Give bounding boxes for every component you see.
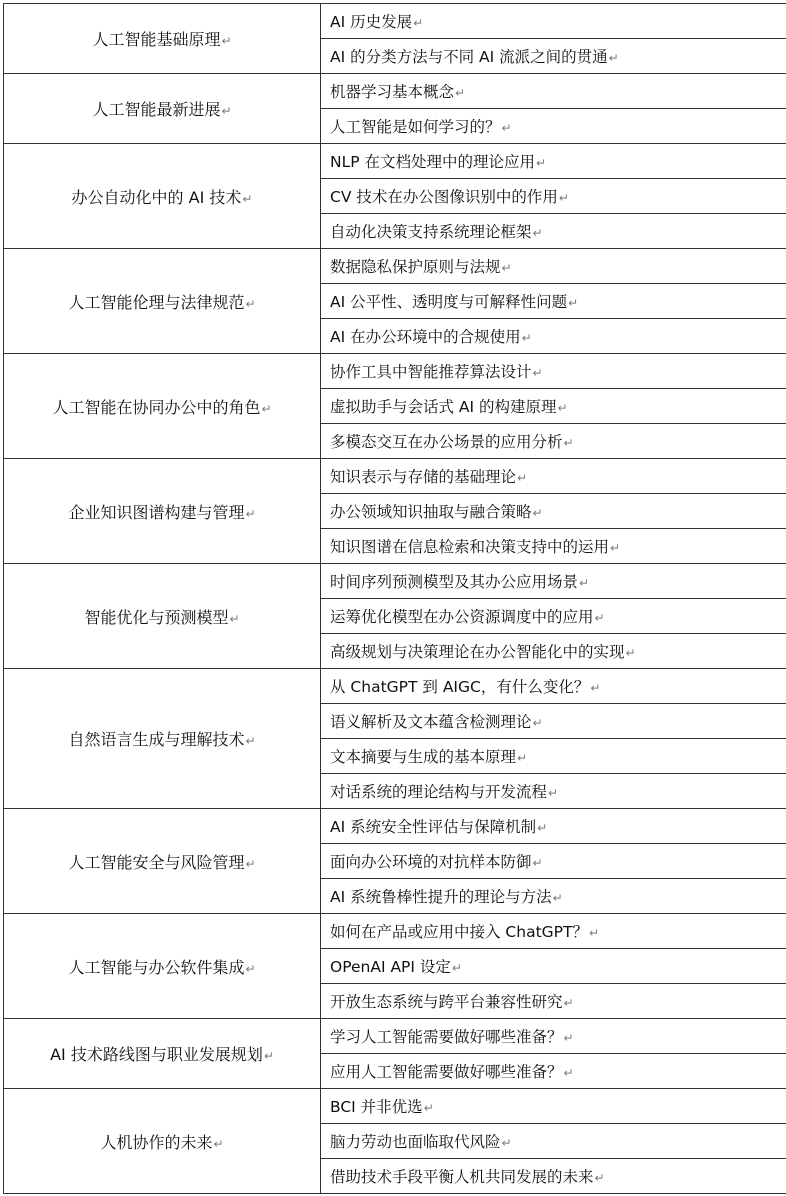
subtopic-label: 虚拟助手与会话式 AI 的构建原理 xyxy=(330,398,557,416)
subtopic-label: 面向办公环境的对抗样本防御 xyxy=(330,853,532,871)
paragraph-mark-icon: ↵ xyxy=(594,611,605,625)
subtopic-cell xyxy=(321,179,786,214)
table-row xyxy=(4,1019,786,1054)
subtopic-label: AI 在办公环境中的合规使用 xyxy=(330,328,521,346)
topic-label: 人工智能伦理与法律规范 xyxy=(68,292,245,312)
paragraph-mark-icon: ↵ xyxy=(413,16,424,30)
paragraph-mark-icon: ↵ xyxy=(263,1049,274,1063)
subtopic-label: 脑力劳动也面临取代风险 xyxy=(330,1133,501,1151)
subtopic-label: 数据隐私保护原则与法规 xyxy=(330,258,501,276)
subtopic-label: AI 系统安全性评估与保障机制 xyxy=(330,818,537,836)
paragraph-mark-icon: ↵ xyxy=(213,1136,224,1151)
topic-label: 人工智能基础原理 xyxy=(92,30,221,49)
subtopic-label: 协作工具中智能推荐算法设计 xyxy=(330,363,532,381)
subtopic-cell xyxy=(321,914,786,949)
subtopic-cell xyxy=(321,354,786,389)
subtopic-cell xyxy=(321,529,786,564)
subtopic-cell xyxy=(321,1089,786,1124)
topic-label: AI 技术路线图与职业发展规划 xyxy=(50,1045,263,1064)
subtopic-cell xyxy=(321,109,786,144)
topic-cell xyxy=(4,564,321,669)
subtopic-label: 多模态交互在办公场景的应用分析 xyxy=(330,433,563,451)
subtopic-cell xyxy=(321,1019,786,1054)
paragraph-mark-icon: ↵ xyxy=(588,926,600,940)
subtopic-cell xyxy=(321,4,786,39)
subtopic-cell xyxy=(321,634,786,669)
paragraph-mark-icon: ↵ xyxy=(625,646,636,660)
topic-label: 企业知识图谱构建与管理 xyxy=(68,502,245,522)
table-row xyxy=(4,249,786,284)
subtopic-cell xyxy=(321,599,786,634)
paragraph-mark-icon: ↵ xyxy=(245,856,256,871)
topic-cell xyxy=(4,249,321,354)
paragraph-mark-icon: ↵ xyxy=(501,121,512,135)
paragraph-mark-icon: ↵ xyxy=(557,401,568,415)
paragraph-mark-icon: ↵ xyxy=(532,716,543,730)
paragraph-mark-icon: ↵ xyxy=(532,366,543,380)
outline-table xyxy=(3,3,786,1194)
subtopic-label: 对话系统的理论结构与开发流程 xyxy=(330,783,548,801)
paragraph-mark-icon: ↵ xyxy=(221,104,232,118)
paragraph-mark-icon: ↵ xyxy=(563,1066,574,1080)
subtopic-cell xyxy=(321,984,786,1019)
paragraph-mark-icon: ↵ xyxy=(558,191,569,205)
paragraph-mark-icon: ↵ xyxy=(532,856,543,870)
table-row xyxy=(4,809,786,844)
topic-label: 人工智能与办公软件集成 xyxy=(68,957,245,977)
paragraph-mark-icon: ↵ xyxy=(563,436,574,450)
topic-cell xyxy=(4,144,321,249)
paragraph-mark-icon: ↵ xyxy=(517,751,528,765)
subtopic-label: 如何在产品或应用中接入 ChatGPT？ xyxy=(330,923,588,941)
subtopic-cell xyxy=(321,319,786,354)
paragraph-mark-icon: ↵ xyxy=(261,401,272,416)
table-row xyxy=(4,74,786,109)
subtopic-label: 知识图谱在信息检索和决策支持中的运用 xyxy=(330,538,610,556)
topic-label: 办公自动化中的 AI 技术 xyxy=(71,187,242,207)
topic-label: 人工智能最新进展 xyxy=(92,100,221,119)
subtopic-cell xyxy=(321,284,786,319)
table-row xyxy=(4,1089,786,1124)
subtopic-cell xyxy=(321,459,786,494)
subtopic-cell xyxy=(321,669,786,704)
subtopic-label: 机器学习基本概念 xyxy=(330,83,455,101)
paragraph-mark-icon: ↵ xyxy=(245,506,256,521)
paragraph-mark-icon: ↵ xyxy=(590,681,601,695)
subtopic-cell xyxy=(321,949,786,984)
subtopic-label: 运筹优化模型在办公资源调度中的应用 xyxy=(330,608,594,626)
subtopic-label: OPenAI API 设定 xyxy=(330,958,451,976)
subtopic-cell xyxy=(321,704,786,739)
subtopic-label: 自动化决策支持系统理论框架 xyxy=(330,223,532,241)
subtopic-label: AI 系统鲁棒性提升的理论与方法 xyxy=(330,888,552,906)
subtopic-label: 学习人工智能需要做好哪些准备？ xyxy=(330,1028,563,1046)
subtopic-cell xyxy=(321,214,786,249)
subtopic-cell xyxy=(321,844,786,879)
subtopic-label: 高级规划与决策理论在办公智能化中的实现 xyxy=(330,643,625,661)
topic-cell xyxy=(4,74,321,144)
subtopic-cell xyxy=(321,494,786,529)
table-row xyxy=(4,4,786,39)
paragraph-mark-icon: ↵ xyxy=(563,996,574,1010)
topic-cell xyxy=(4,354,321,459)
table-row xyxy=(4,459,786,494)
subtopic-cell xyxy=(321,249,786,284)
paragraph-mark-icon: ↵ xyxy=(532,226,543,240)
subtopic-label: CV 技术在办公图像识别中的作用 xyxy=(330,188,558,206)
paragraph-mark-icon: ↵ xyxy=(245,734,256,748)
topic-label: 自然语言生成与理解技术 xyxy=(68,730,245,749)
subtopic-label: 知识表示与存储的基础理论 xyxy=(330,468,517,486)
paragraph-mark-icon: ↵ xyxy=(532,506,543,520)
subtopic-cell xyxy=(321,564,786,599)
table-row xyxy=(4,669,786,704)
subtopic-label: 办公领域知识抽取与融合策略 xyxy=(330,503,532,521)
paragraph-mark-icon: ↵ xyxy=(594,1171,605,1185)
subtopic-cell xyxy=(321,74,786,109)
table-row xyxy=(4,914,786,949)
paragraph-mark-icon: ↵ xyxy=(245,296,256,311)
subtopic-label: 借助技术手段平衡人机共同发展的未来 xyxy=(330,1168,594,1186)
subtopic-label: AI 的分类方法与不同 AI 流派之间的贯通 xyxy=(330,48,608,66)
subtopic-cell xyxy=(321,1159,786,1194)
topic-cell xyxy=(4,809,321,914)
paragraph-mark-icon: ↵ xyxy=(501,261,512,275)
paragraph-mark-icon: ↵ xyxy=(229,611,240,626)
paragraph-mark-icon: ↵ xyxy=(608,51,619,65)
topic-label: 人工智能在协同办公中的角色 xyxy=(52,397,261,417)
subtopic-label: 开放生态系统与跨平台兼容性研究 xyxy=(330,993,563,1011)
subtopic-label: 人工智能是如何学习的？ xyxy=(330,118,501,136)
subtopic-cell xyxy=(321,774,786,809)
table-row xyxy=(4,564,786,599)
paragraph-mark-icon: ↵ xyxy=(517,471,528,485)
topic-cell xyxy=(4,459,321,564)
subtopic-label: AI 历史发展 xyxy=(330,13,413,31)
subtopic-label: 应用人工智能需要做好哪些准备？ xyxy=(330,1063,563,1081)
subtopic-label: 从 ChatGPT 到 AIGC，有什么变化？ xyxy=(330,678,590,696)
paragraph-mark-icon: ↵ xyxy=(548,786,559,800)
subtopic-cell xyxy=(321,39,786,74)
subtopic-label: NLP 在文档处理中的理论应用 xyxy=(330,153,536,171)
subtopic-cell xyxy=(321,144,786,179)
paragraph-mark-icon: ↵ xyxy=(423,1101,434,1115)
paragraph-mark-icon: ↵ xyxy=(501,1136,512,1150)
subtopic-label: 时间序列预测模型及其办公应用场景 xyxy=(330,573,579,591)
subtopic-cell xyxy=(321,809,786,844)
subtopic-cell xyxy=(321,739,786,774)
topic-cell xyxy=(4,914,321,1019)
paragraph-mark-icon: ↵ xyxy=(451,961,462,975)
subtopic-label: BCI 并非优选 xyxy=(330,1098,423,1116)
subtopic-cell xyxy=(321,389,786,424)
paragraph-mark-icon: ↵ xyxy=(610,541,621,555)
paragraph-mark-icon: ↵ xyxy=(563,1031,574,1045)
paragraph-mark-icon: ↵ xyxy=(455,86,466,100)
subtopic-label: 文本摘要与生成的基本原理 xyxy=(330,748,517,766)
table-row xyxy=(4,354,786,389)
subtopic-cell xyxy=(321,424,786,459)
topic-label: 智能优化与预测模型 xyxy=(84,607,229,627)
paragraph-mark-icon: ↵ xyxy=(245,961,256,976)
paragraph-mark-icon: ↵ xyxy=(537,821,548,835)
paragraph-mark-icon: ↵ xyxy=(536,156,547,170)
paragraph-mark-icon: ↵ xyxy=(568,296,579,310)
table-row xyxy=(4,144,786,179)
paragraph-mark-icon: ↵ xyxy=(242,191,253,206)
topic-label: 人工智能安全与风险管理 xyxy=(68,852,245,872)
topic-cell xyxy=(4,669,321,809)
topic-cell xyxy=(4,1019,321,1089)
paragraph-mark-icon: ↵ xyxy=(521,331,532,345)
topic-cell xyxy=(4,4,321,74)
subtopic-cell xyxy=(321,1124,786,1159)
paragraph-mark-icon: ↵ xyxy=(221,34,232,48)
subtopic-cell xyxy=(321,879,786,914)
paragraph-mark-icon: ↵ xyxy=(579,576,590,590)
topic-label: 人机协作的未来 xyxy=(100,1132,213,1152)
topic-cell xyxy=(4,1089,321,1194)
subtopic-label: 语义解析及文本蕴含检测理论 xyxy=(330,713,532,731)
paragraph-mark-icon: ↵ xyxy=(552,891,563,905)
subtopic-cell xyxy=(321,1054,786,1089)
subtopic-label: AI 公平性、透明度与可解释性问题 xyxy=(330,293,568,311)
